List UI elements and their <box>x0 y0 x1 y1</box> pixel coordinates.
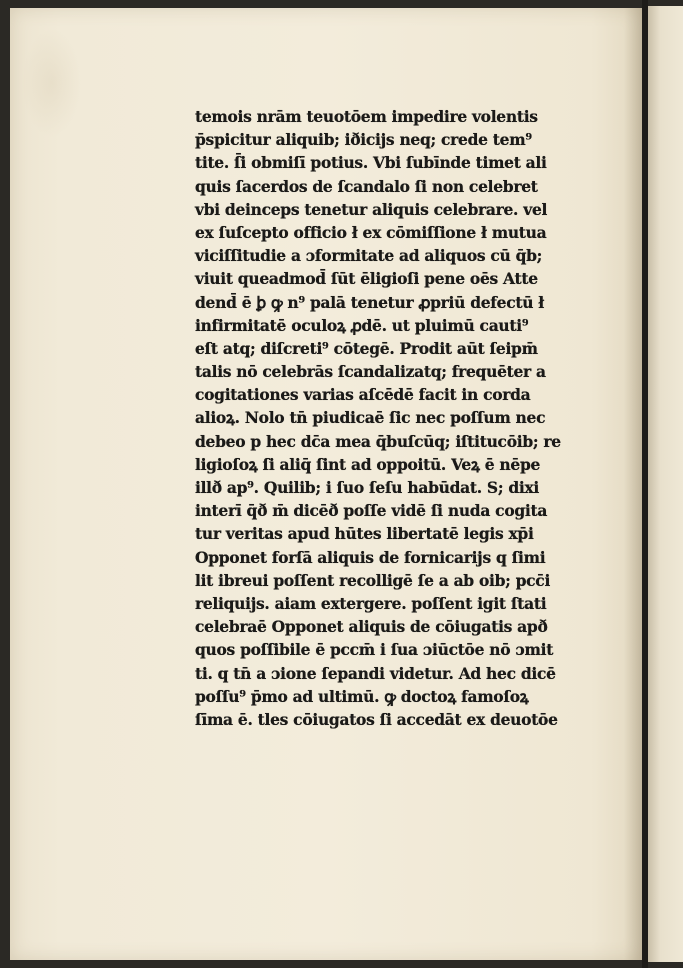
text-line: ligioſoꝝ ſi aliq̄ ſint ad oppoitū. Veꝝ ē nēpe <box>195 454 541 474</box>
text-line: illð ap⁹. Quilib; i ſuo ſeſu habūdat. S; dixi <box>195 478 539 497</box>
text-line: infirmitatē oculoꝝ ꝓdē. ut pluimū cauti⁹ <box>195 315 529 335</box>
text-line: quis ſacerdos de ſcandalo ſi non celebret <box>195 176 538 196</box>
text-line: tur veritas apud hūtes libertatē legis xp̄i <box>195 524 534 544</box>
text-line: reliquijs. aiam extergere. poſſent igit ſtati <box>195 593 547 613</box>
text-line: ex ſuſcepto officio ł ex cōmiſſione ł mutua <box>195 222 547 242</box>
text-line: p̄spicitur aliquib; iðicijs neq; crede tem⁹ <box>195 130 532 150</box>
text-line: ſīma ē. tles cōiugatos ſi accedāt ex deuotōe <box>195 709 558 729</box>
text-line: Opponet forſā aliquis de fornicarijs q ſimi <box>195 547 546 567</box>
text-line: debeo p hec dc̄a mea q̄buſcūq; iſtitucōib; re <box>195 431 561 451</box>
text-line: viuit queadmod̄ ſūt ēligioſi pene oēs Atte <box>195 269 538 289</box>
paper-stain <box>22 28 82 138</box>
text-block <box>195 105 585 731</box>
text-line: ti. q tn̄ a ɔione ſepandi videtur. Ad hec dicē <box>195 663 556 683</box>
text-line: tite. ſ̄i obmiſī potius. Vbi ſubīnde timet ali <box>195 153 547 173</box>
next-page-margin <box>648 6 683 962</box>
text-line: viciſſitudie a ɔformitate ad aliquos cū q̄b; <box>195 246 543 266</box>
text-line: celebraē Opponet aliquis de cōiugatis apð <box>195 617 548 637</box>
text-line: talis nō celebrās ſcandalizatq; frequēter a <box>195 362 546 382</box>
text-line: lit ibreui poſſent recolligē ſe a ab oib; pcc̄i <box>195 570 551 590</box>
text-line: quos poſſibile ē pccm̄ i ſua ɔiūctōe nō ɔmit <box>195 640 554 660</box>
text-line: poſſu⁹ p̄mo ad ultimū. ꝙ doctoꝝ famoſoꝝ <box>195 686 529 706</box>
text-line: eſt atq; diſcreti⁹ cōtegē. Prodit aūt ſeipm̄ <box>195 338 538 358</box>
text-line: cogitationes varias aſcēdē facit in corda <box>195 385 531 405</box>
text-line: interī q̄ð m̄ dicēð poſſe vidē ſi nuda cogita <box>195 501 548 521</box>
text-line: alioꝝ. Nolo tn̄ piudicaē ſic nec poſſum nec <box>195 408 546 428</box>
text-line: dend̄ ē ꝧ ꝙ n⁹ palā tenetur ꝓpriū defectū ł <box>195 292 544 312</box>
text-line: vbi deinceps tenetur aliquis celebrare. vel <box>195 199 548 219</box>
page-gutter <box>624 8 642 960</box>
text-line: temois nrām teuotōem impedire volentis <box>195 107 538 126</box>
